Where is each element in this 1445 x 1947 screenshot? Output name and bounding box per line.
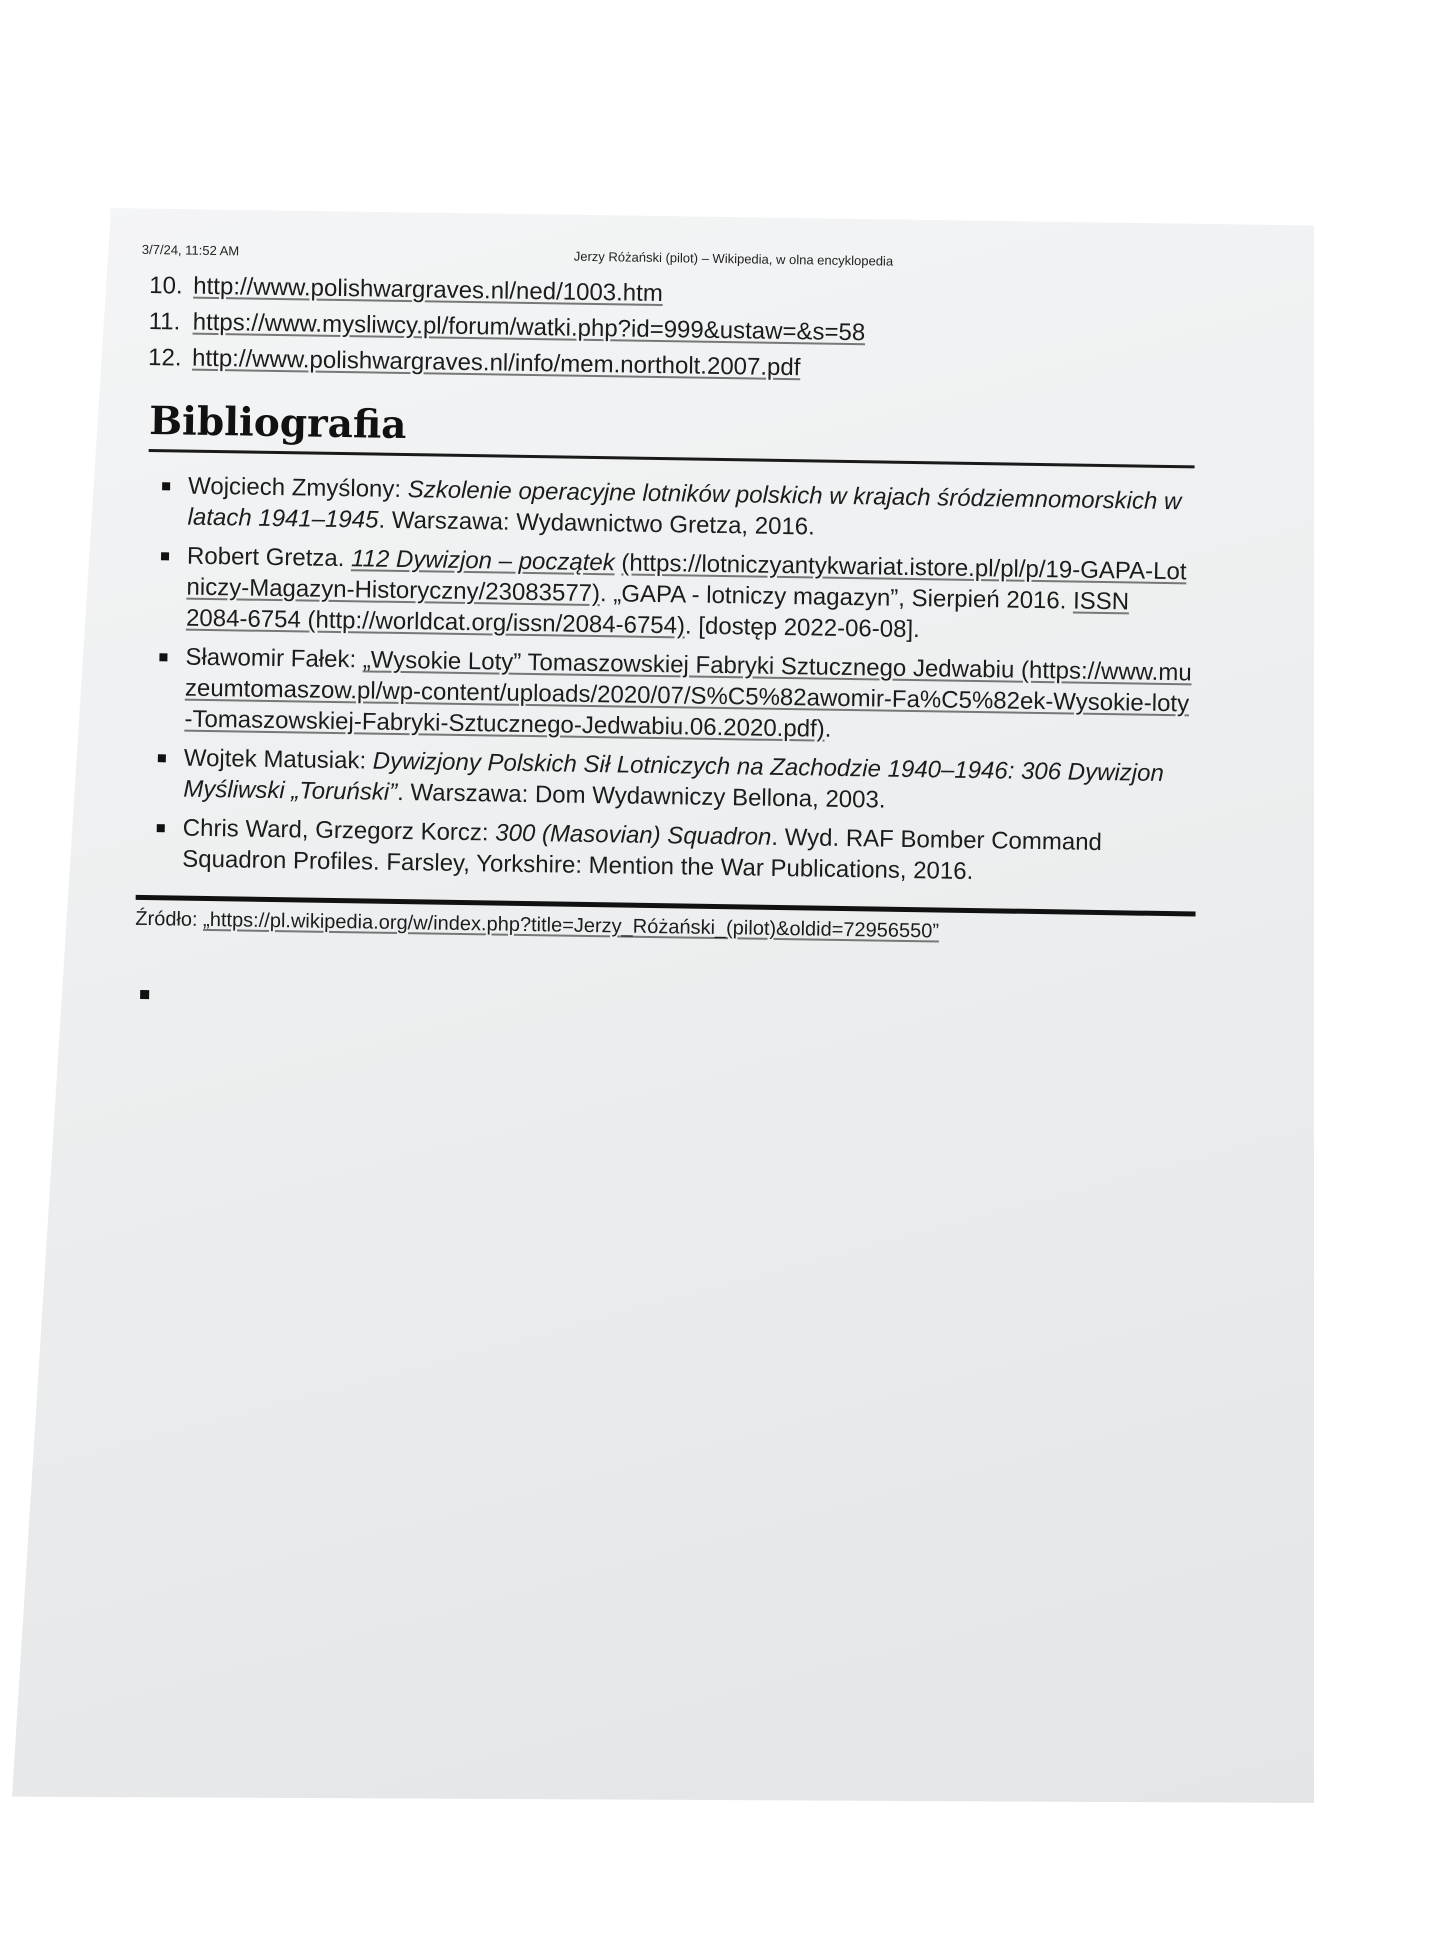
bibliography-title: Szkolenie operacyjne lotników polskich w krajach śródziemnomorskich w latach 1941–1945: [187, 476, 1182, 534]
bibliography-item: [144, 641, 1195, 750]
reference-number: 11.: [148, 307, 181, 336]
print-header: [141, 241, 972, 269]
bibliography-item: [142, 812, 1193, 890]
source-line: [135, 908, 939, 944]
print-page-title: Jerzy Różański (pilot) – Wikipedia, w olna encyklopedia: [573, 248, 894, 269]
bibliography-title-link[interactable]: 112 Dywizjon – początek: [350, 545, 615, 577]
source-link[interactable]: „https://pl.wikipedia.org/w/index.php?title=Jerzy_Różański_(pilot)&oldid=72956550”: [202, 908, 940, 943]
bullet-icon: [140, 990, 149, 999]
issn-number-link[interactable]: 2084-6754 (http://worldcat.org/issn/2084-6754): [185, 604, 686, 640]
source-label: Źródło:: [135, 907, 204, 931]
bibliography-author: Sławomir Fałek:: [185, 643, 364, 674]
references-list: [148, 268, 866, 387]
reference-link[interactable]: https://www.mysliwcy.pl/forum/watki.php?id=999&ustaw=&s=58: [192, 308, 866, 347]
bibliography-publisher: . Warszawa: Wydawnictwo Gretza, 2016.: [378, 506, 816, 541]
bullet-icon: [157, 824, 165, 832]
bibliography-author: Robert Gretza.: [186, 542, 352, 573]
bullet-icon: [158, 754, 166, 762]
bibliography-item: [143, 742, 1194, 820]
bibliography-publisher: . Wyd. RAF Bomber Command Squadron Profiles. Farsley, Yorkshire: Mention the War Publications, 2016.: [182, 823, 1103, 886]
bullet-icon: [162, 482, 170, 490]
reference-number: 12.: [147, 343, 182, 372]
print-datetime: 3/7/24, 11:52 AM: [141, 241, 240, 259]
bibliography-author: Wojciech Zmyślony:: [187, 472, 408, 504]
reference-link[interactable]: http://www.polishwargraves.nl/ned/1003.htm: [193, 272, 664, 308]
bibliography-item: [146, 540, 1197, 649]
issn-link[interactable]: ISSN: [1072, 587, 1130, 616]
reference-link[interactable]: http://www.polishwargraves.nl/info/mem.northolt.2007.pdf: [191, 344, 801, 382]
bibliography-author: Wojtek Matusiak:: [183, 744, 374, 775]
bibliography-title: 300 (Masovian) Squadron: [495, 819, 772, 851]
bullet-icon: [159, 653, 167, 661]
bibliography-list: [142, 470, 1198, 898]
bullet-icon: [161, 552, 169, 560]
bibliography-heading: Bibliografia: [148, 398, 407, 449]
bibliography-url-link[interactable]: „Wysokie Loty” Tomaszowskiej Fabryki Sztucznego Jedwabiu (https://www.muzeumtomaszow.pl/wp-content/uploads/2020/07/S%C5%82awomir-Fa%C5%82ek-Wysokie-loty-Tomaszowskiej-Fabryki-Sztucznego-Jedwabiu.06.2020.pdf): [184, 646, 1192, 743]
bibliography-publisher: . „GAPA - lotniczy magazyn”, Sierpień 2016.: [599, 580, 1074, 615]
heading-divider: [149, 449, 1195, 468]
bibliography-publisher: . Warszawa: Dom Wydawniczy Bellona, 2003.: [396, 778, 886, 814]
bibliography-author: Chris Ward, Grzegorz Korcz:: [182, 814, 496, 847]
bibliography-title: Dywizjony Polskich Sił Lotniczych na Zachodzie 1940–1946: 306 Dywizjon Myśliwski „Toruński”: [183, 747, 1165, 806]
bibliography-end: .: [824, 715, 832, 743]
bibliography-item: [147, 470, 1198, 548]
bibliography-access-date: . [dostęp 2022-06-08].: [684, 612, 921, 644]
bibliography-url-link[interactable]: (https://lotniczyantykwariat.istore.pl/pl/p/19-GAPA-Lotniczy-Magazyn-Historyczny/23083577): [186, 549, 1187, 608]
reference-number: 10.: [149, 271, 183, 300]
